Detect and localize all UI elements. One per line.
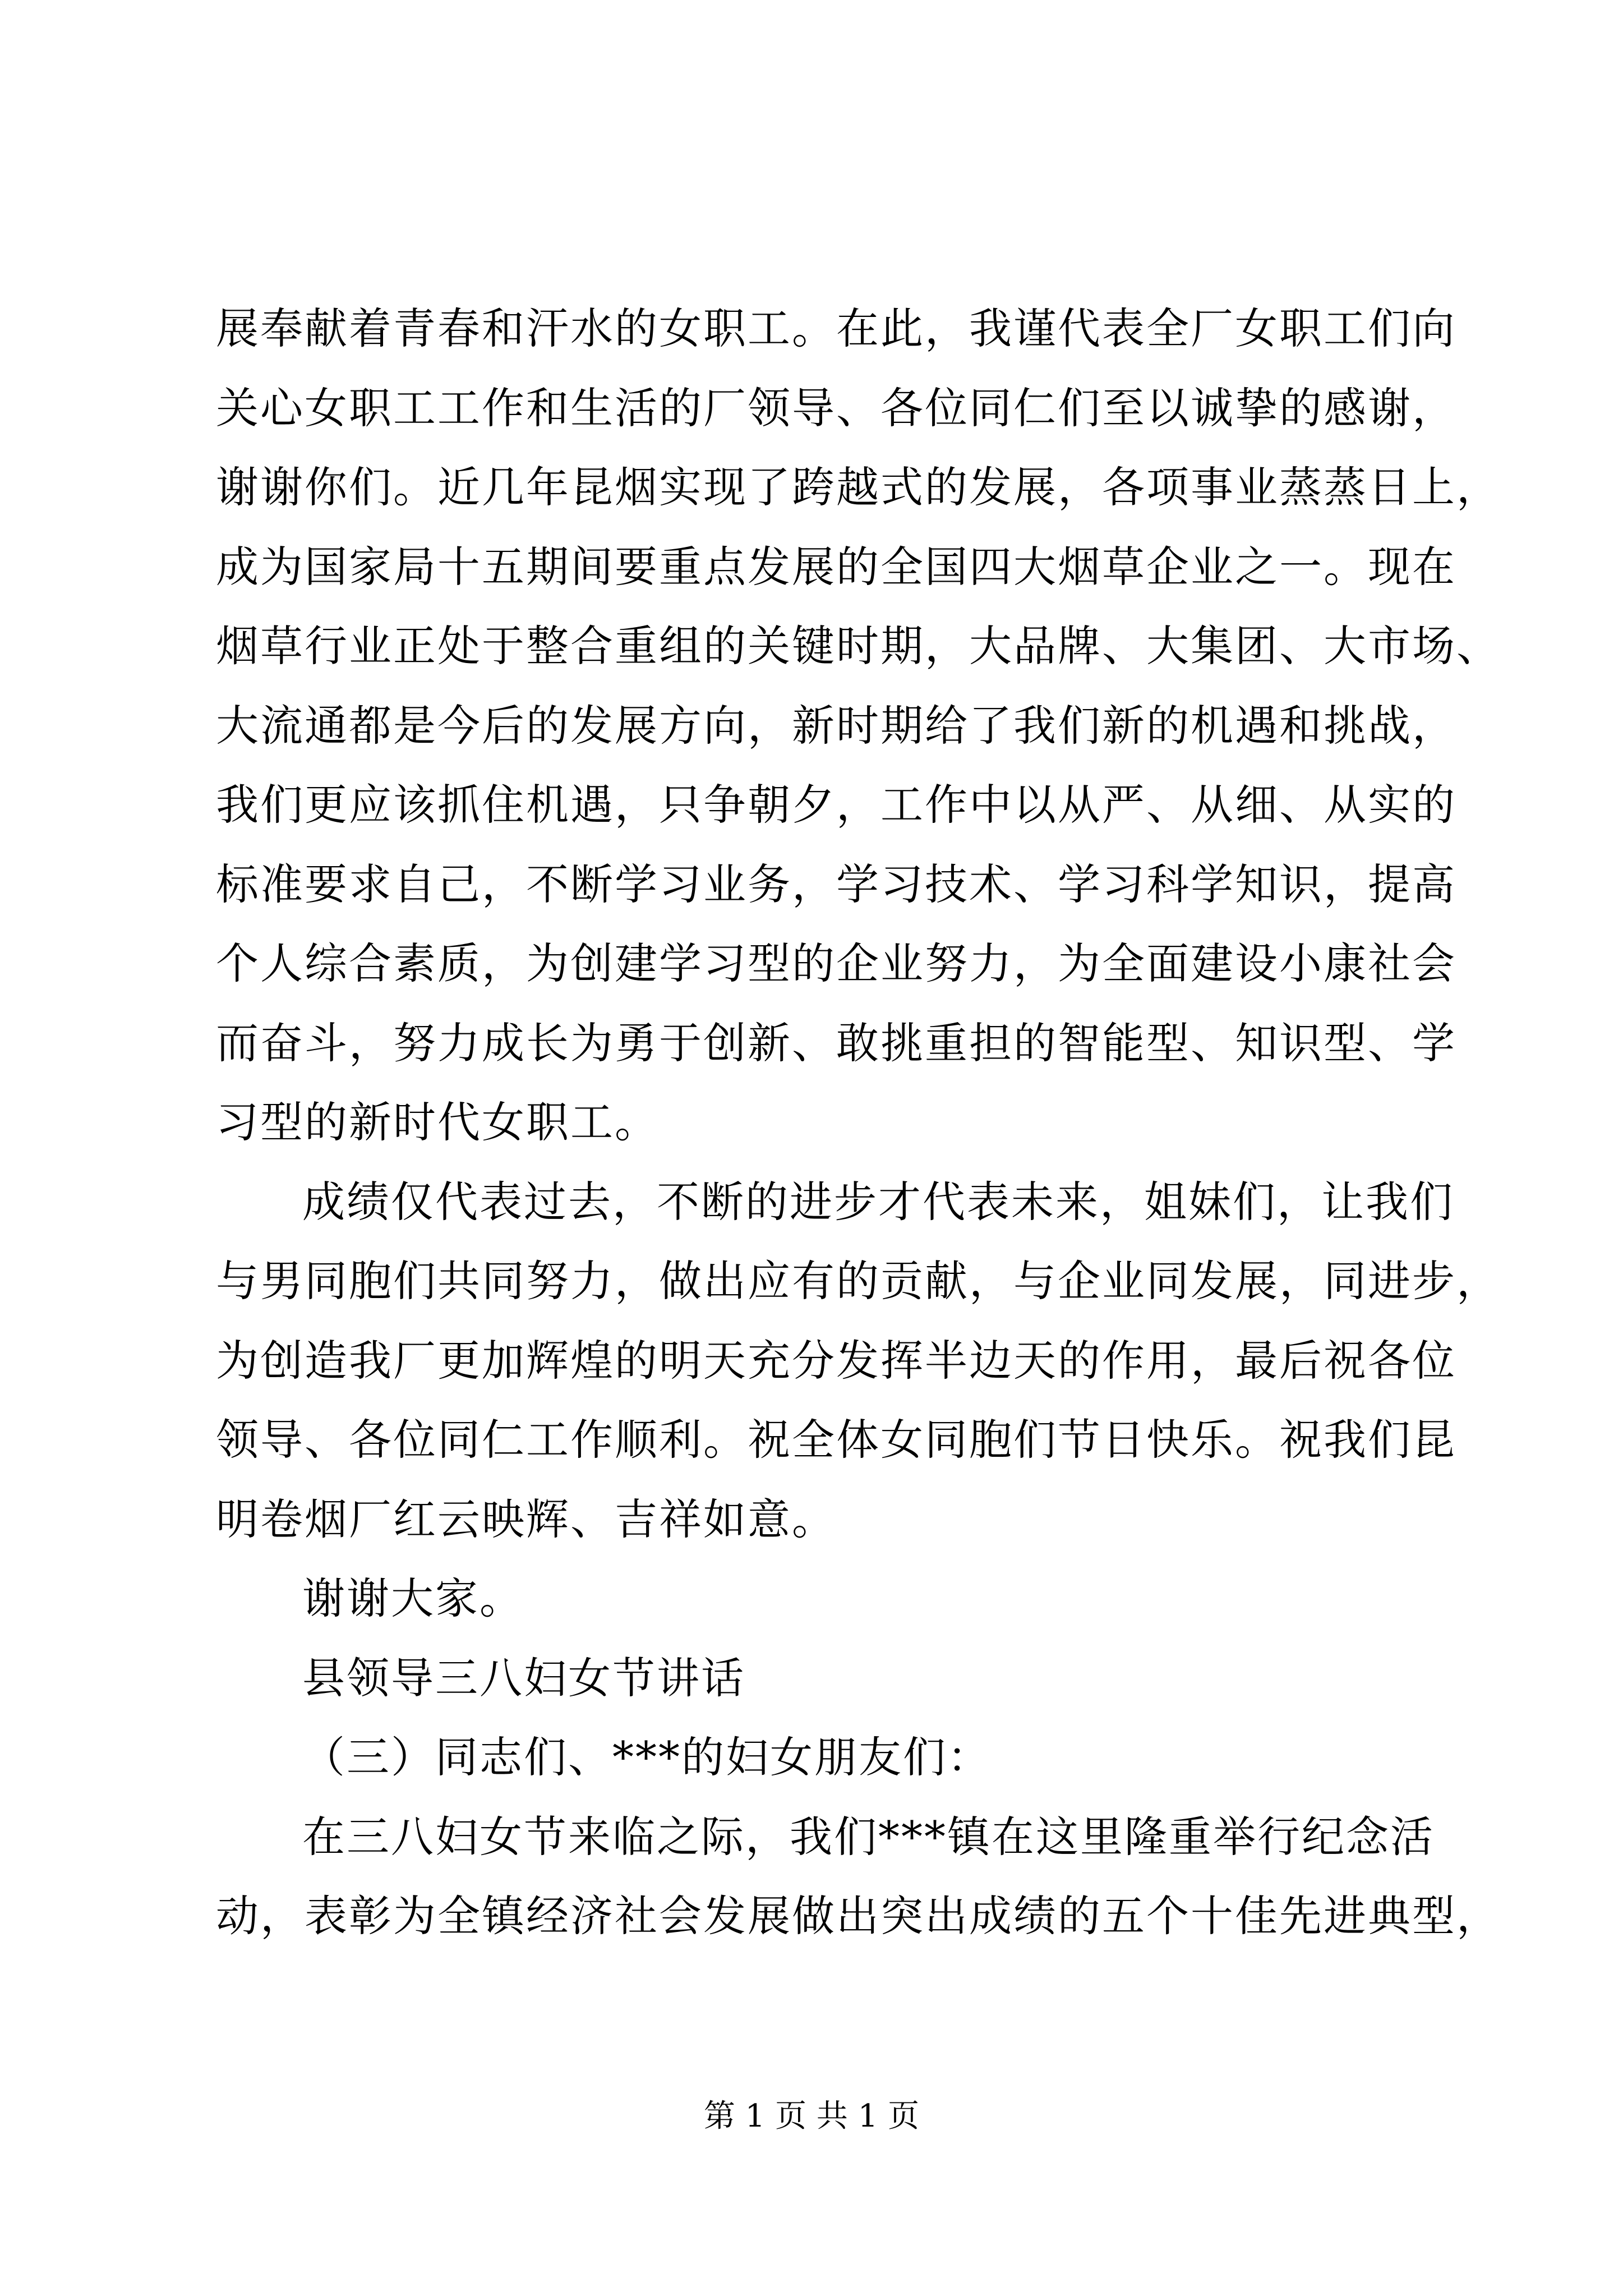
text-line: 标准要求自己，不断学习业务，学习技术、学习科学知识，提高 (216, 859, 1456, 909)
text-line: 领导、各位同仁工作顺利。祝全体女同胞们节日快乐。祝我们昆 (216, 1415, 1456, 1465)
paragraph-start-line: 在三八妇女节来临之际，我们***镇在这里隆重举行纪念活 (302, 1811, 1435, 1862)
text-line: 展奉献着青春和汗水的女职工。在此，我谨代表全厂女职工们向 (216, 303, 1456, 353)
text-line: 为创造我厂更加辉煌的明天充分发挥半边天的作用，最后祝各位 (216, 1335, 1456, 1386)
text-line: 与男同胞们共同努力，做出应有的贡献，与企业同发展，同进步， (216, 1256, 1501, 1306)
text-line: 习型的新时代女职工。 (216, 1097, 659, 1147)
salutation-line: （三）同志们、***的妇女朋友们： (302, 1732, 992, 1782)
text-line: 个人综合素质，为创建学习型的企业努力，为全面建设小康社会 (216, 938, 1456, 988)
paragraph-start-line: 成绩仅代表过去，不断的进步才代表未来，姐妹们，让我们 (302, 1176, 1454, 1227)
text-line: 明卷烟厂红云映辉、吉祥如意。 (216, 1494, 836, 1544)
text-line: 关心女职工工作和生活的厂领导、各位同仁们至以诚挚的感谢， (216, 383, 1456, 433)
document-body (216, 289, 1501, 1956)
text-line: 成为国家局十五期间要重点发展的全国四大烟草企业之一。现在 (216, 541, 1456, 592)
text-line: 谢谢你们。近几年昆烟实现了跨越式的发展，各项事业蒸蒸日上， (216, 462, 1501, 512)
text-line: 动，表彰为全镇经济社会发展做出突出成绩的五个十佳先进典型， (216, 1891, 1501, 1941)
page-footer: 第 1 页 共 1 页 (703, 2098, 920, 2134)
text-line: 而奋斗，努力成长为勇于创新、敢挑重担的智能型、知识型、学 (216, 1018, 1456, 1068)
text-line: 烟草行业正处于整合重组的关键时期，大品牌、大集团、大市场、 (216, 621, 1501, 671)
text-line: 大流通都是今后的发展方向，新时期给了我们新的机遇和挑战， (216, 700, 1456, 751)
section-title: 县领导三八妇女节讲话 (302, 1653, 745, 1703)
closing-line: 谢谢大家。 (302, 1573, 524, 1623)
text-line: 我们更应该抓住机遇，只争朝夕，工作中以从严、从细、从实的 (216, 780, 1456, 830)
